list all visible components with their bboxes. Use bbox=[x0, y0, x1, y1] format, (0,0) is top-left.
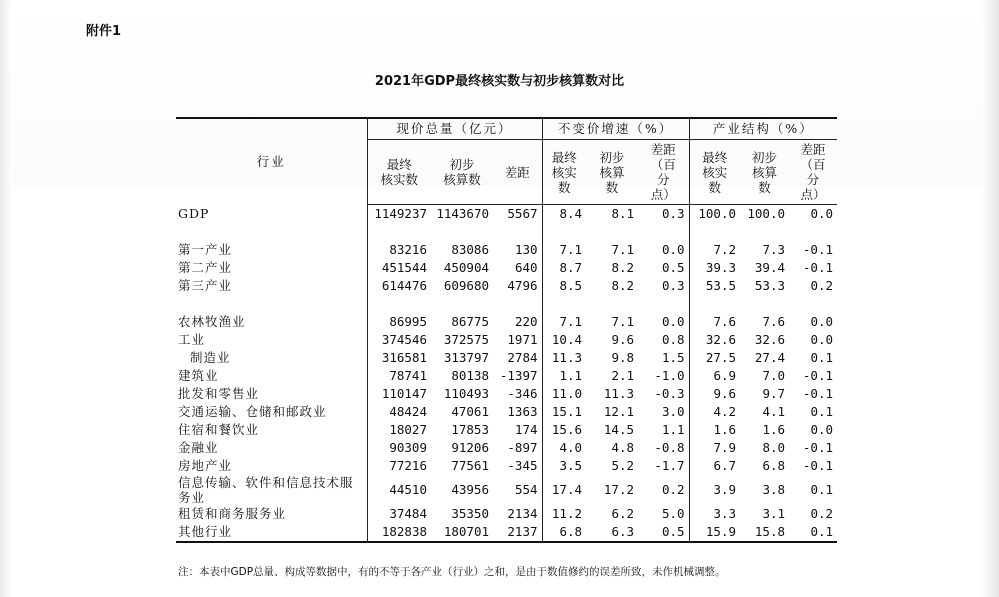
table-cell: 1971 bbox=[507, 332, 538, 347]
table-cell: 53.5 bbox=[689, 277, 740, 295]
table-cell: -1397 bbox=[499, 368, 538, 383]
subheader-cell: 初步 核算 数 bbox=[586, 140, 638, 205]
table-cell: 27.4 bbox=[754, 350, 786, 365]
table-row bbox=[176, 349, 837, 367]
table-cell: 110493 bbox=[443, 386, 489, 401]
row-label: 金融业 bbox=[178, 440, 219, 455]
table-cell: -0.3 bbox=[654, 386, 685, 401]
attachment-label: 附件1 bbox=[86, 24, 122, 39]
table-cell: 91206 bbox=[451, 440, 489, 455]
table-cell: 7.0 bbox=[762, 368, 786, 383]
table-row bbox=[176, 367, 837, 385]
row-label: 房地产业 bbox=[178, 458, 233, 473]
table-cell: -0.1 bbox=[802, 386, 834, 401]
table-cell: 100.0 bbox=[689, 205, 740, 224]
table-cell: 0.0 bbox=[810, 314, 834, 329]
table-cell: -1.0 bbox=[654, 368, 685, 383]
table-cell: 316581 bbox=[367, 349, 431, 367]
table-cell: 6.8 bbox=[542, 523, 586, 542]
table-row bbox=[176, 313, 837, 331]
table-cell: 220 bbox=[514, 314, 538, 329]
table-cell: 11.3 bbox=[603, 386, 635, 401]
table-cell: 17.4 bbox=[542, 475, 586, 505]
table-cell: 0.5 bbox=[638, 523, 689, 542]
table-cell: -897 bbox=[507, 440, 538, 455]
spacer-row bbox=[176, 223, 837, 241]
table-cell: 8.2 bbox=[611, 260, 635, 275]
table-cell: 1363 bbox=[507, 404, 538, 419]
row-label: 制造业 bbox=[190, 350, 231, 365]
table-cell: 4796 bbox=[507, 278, 538, 293]
table-cell: 27.5 bbox=[689, 349, 740, 367]
table-cell: 0.1 bbox=[810, 350, 834, 365]
table-row bbox=[176, 205, 837, 224]
table-cell: -1.7 bbox=[654, 458, 685, 473]
table-cell: 0.0 bbox=[810, 206, 834, 221]
table-cell: 4.8 bbox=[611, 440, 635, 455]
table-cell: 5.0 bbox=[661, 506, 685, 521]
table-cell: 3.9 bbox=[689, 475, 740, 505]
table-cell: 8.7 bbox=[542, 259, 586, 277]
table-cell: 48424 bbox=[367, 403, 431, 421]
table-cell: 0.0 bbox=[810, 332, 834, 347]
table-cell: 0.2 bbox=[810, 278, 834, 293]
page-left-shadow bbox=[0, 0, 12, 597]
table-cell: 2134 bbox=[507, 506, 538, 521]
subheader-cell: 差距 bbox=[493, 140, 542, 205]
table-cell: 609680 bbox=[443, 278, 489, 293]
table-cell: 39.3 bbox=[689, 259, 740, 277]
page-right-shadow bbox=[981, 0, 999, 597]
table-row bbox=[176, 403, 837, 421]
table-cell: 0.0 bbox=[810, 422, 834, 437]
table-cell: 17853 bbox=[451, 422, 489, 437]
table-row bbox=[176, 241, 837, 259]
table-row bbox=[176, 505, 837, 523]
table-cell: -0.1 bbox=[802, 458, 834, 473]
table-cell: 100.0 bbox=[747, 206, 786, 221]
table-cell: 32.6 bbox=[754, 332, 786, 347]
table-cell: 9.6 bbox=[611, 332, 635, 347]
table-cell: 6.3 bbox=[586, 523, 638, 542]
table-cell: 4.0 bbox=[542, 439, 586, 457]
table-row bbox=[176, 421, 837, 439]
table-cell: 12.1 bbox=[603, 404, 635, 419]
table-cell: 1.6 bbox=[762, 422, 786, 437]
table-cell: 83086 bbox=[451, 242, 489, 257]
table-cell: 7.2 bbox=[689, 241, 740, 259]
table-row bbox=[176, 259, 837, 277]
table-cell: 15.9 bbox=[689, 523, 740, 542]
table-cell: 7.1 bbox=[542, 313, 586, 331]
header-group-structure: 产业结构（%） bbox=[689, 118, 837, 140]
table-cell: 43956 bbox=[451, 482, 489, 497]
table-cell: 83216 bbox=[367, 241, 431, 259]
subheader-cell: 差距 （百 分 点） bbox=[789, 140, 837, 205]
table-cell: -0.1 bbox=[802, 260, 834, 275]
table-cell: 640 bbox=[514, 260, 538, 275]
table-cell: 7.1 bbox=[611, 242, 635, 257]
row-label: 第三产业 bbox=[178, 278, 233, 293]
table-cell: 0.0 bbox=[661, 314, 685, 329]
table-cell: 53.3 bbox=[754, 278, 786, 293]
table-row bbox=[176, 385, 837, 403]
footnote: 注：本表中GDP总量、构成等数据中，有的不等于各产业（行业）之和，是由于数值修约的误差所致，未作机械调整。 bbox=[178, 566, 726, 578]
table-cell: 1.6 bbox=[689, 421, 740, 439]
table-row bbox=[176, 331, 837, 349]
table-cell: 37484 bbox=[367, 505, 431, 523]
gdp-comparison-table bbox=[176, 117, 837, 543]
table-cell: -345 bbox=[507, 458, 538, 473]
table-cell: 7.1 bbox=[611, 314, 635, 329]
subheader-cell: 最终 核实 数 bbox=[689, 140, 740, 205]
table-cell: 9.6 bbox=[689, 385, 740, 403]
table-cell: 3.3 bbox=[689, 505, 740, 523]
table-cell: 1.1 bbox=[542, 367, 586, 385]
row-label: 建筑业 bbox=[178, 368, 219, 383]
row-label: 工业 bbox=[178, 332, 206, 347]
table-cell: 1.1 bbox=[661, 422, 685, 437]
table-row bbox=[176, 457, 837, 475]
subheader-cell: 初步 核算数 bbox=[431, 140, 493, 205]
table-cell: 11.0 bbox=[542, 385, 586, 403]
table-cell: 7.9 bbox=[689, 439, 740, 457]
table-cell: 174 bbox=[514, 422, 538, 437]
table-cell: 78741 bbox=[367, 367, 431, 385]
table-cell: 90309 bbox=[367, 439, 431, 457]
subheader-cell: 初步 核算 数 bbox=[740, 140, 789, 205]
table-cell: 3.1 bbox=[762, 506, 786, 521]
table-cell: 8.1 bbox=[611, 206, 635, 221]
row-label: 租赁和商务服务业 bbox=[178, 506, 287, 521]
table-cell: -0.1 bbox=[802, 440, 834, 455]
table-cell: 7.6 bbox=[762, 314, 786, 329]
table-cell: 7.3 bbox=[762, 242, 786, 257]
table-cell: 6.7 bbox=[689, 457, 740, 475]
table-cell: 2137 bbox=[493, 523, 542, 542]
table-cell: 0.0 bbox=[661, 242, 685, 257]
table-cell: 8.0 bbox=[762, 440, 786, 455]
table-cell: 6.2 bbox=[611, 506, 635, 521]
table-cell: 6.9 bbox=[689, 367, 740, 385]
table-cell: 182838 bbox=[367, 523, 431, 542]
header-group-growth: 不变价增速（%） bbox=[542, 118, 689, 140]
header-industry: 行业 bbox=[176, 118, 367, 205]
table-cell: 8.5 bbox=[542, 277, 586, 295]
table-cell: 9.7 bbox=[762, 386, 786, 401]
table-cell: 5567 bbox=[507, 206, 538, 221]
table-cell: 8.2 bbox=[611, 278, 635, 293]
spacer-row bbox=[176, 295, 837, 313]
table-cell: 0.2 bbox=[661, 482, 685, 497]
row-label: 住宿和餐饮业 bbox=[178, 422, 260, 437]
table-cell: 3.8 bbox=[762, 482, 786, 497]
table-cell: 80138 bbox=[451, 368, 489, 383]
table-cell: 372575 bbox=[443, 332, 489, 347]
table-cell: 3.5 bbox=[542, 457, 586, 475]
row-label: 交通运输、仓储和邮政业 bbox=[178, 404, 327, 419]
table-cell: 0.8 bbox=[661, 332, 685, 347]
table-cell: 0.1 bbox=[810, 482, 834, 497]
table-cell: -0.8 bbox=[654, 440, 685, 455]
table-cell: -0.1 bbox=[802, 368, 834, 383]
table-cell: 86995 bbox=[367, 313, 431, 331]
table-cell: 39.4 bbox=[754, 260, 786, 275]
table-cell: 554 bbox=[514, 482, 538, 497]
table-cell: 7.1 bbox=[542, 241, 586, 259]
table-cell: 14.5 bbox=[603, 422, 635, 437]
table-cell: 10.4 bbox=[542, 331, 586, 349]
table-cell: 2784 bbox=[507, 350, 538, 365]
table-cell: 17.2 bbox=[603, 482, 635, 497]
table-cell: 614476 bbox=[367, 277, 431, 295]
table-cell: 451544 bbox=[367, 259, 431, 277]
table-row bbox=[176, 475, 837, 505]
subheader-cell: 差距 （百 分 点） bbox=[638, 140, 689, 205]
row-label: 其他行业 bbox=[176, 523, 367, 542]
table-cell: 4.2 bbox=[689, 403, 740, 421]
table-cell: 5.2 bbox=[611, 458, 635, 473]
table-title: 2021年GDP最终核实数与初步核算数对比 bbox=[374, 74, 625, 89]
table-cell: 2.1 bbox=[611, 368, 635, 383]
table-cell: 11.3 bbox=[542, 349, 586, 367]
table-cell: 44510 bbox=[367, 475, 431, 505]
subheader-cell: 最终 核实 数 bbox=[542, 140, 586, 205]
table-cell: 313797 bbox=[443, 350, 489, 365]
row-label: 信息传输、软件和信息技术服务业 bbox=[178, 475, 354, 505]
table-cell: 8.4 bbox=[542, 205, 586, 224]
table-cell: 450904 bbox=[443, 260, 489, 275]
table-cell: 47061 bbox=[451, 404, 489, 419]
table-cell: 6.8 bbox=[762, 458, 786, 473]
table-cell: -346 bbox=[507, 386, 538, 401]
table-row bbox=[176, 523, 837, 542]
table-cell: 130 bbox=[514, 242, 538, 257]
row-label: 农林牧渔业 bbox=[178, 314, 246, 329]
table-cell: 0.5 bbox=[661, 260, 685, 275]
table-row bbox=[176, 277, 837, 295]
table-cell: 0.3 bbox=[661, 278, 685, 293]
subheader-cell: 最终 核实数 bbox=[367, 140, 431, 205]
table-cell: 15.6 bbox=[542, 421, 586, 439]
header-group-total: 现价总量（亿元） bbox=[367, 118, 542, 140]
table-cell: 15.8 bbox=[740, 523, 789, 542]
table-cell: 3.0 bbox=[661, 404, 685, 419]
table-cell: 86775 bbox=[451, 314, 489, 329]
table-cell: 32.6 bbox=[689, 331, 740, 349]
table-cell: -0.1 bbox=[802, 242, 834, 257]
table-cell: 11.2 bbox=[542, 505, 586, 523]
table-cell: 1143670 bbox=[436, 206, 489, 221]
table-cell: 0.1 bbox=[789, 523, 837, 542]
row-label: 批发和零售业 bbox=[178, 386, 260, 401]
table-cell: 0.1 bbox=[810, 404, 834, 419]
table-cell: 77561 bbox=[451, 458, 489, 473]
row-label: 第二产业 bbox=[178, 260, 233, 275]
table-cell: 1.5 bbox=[661, 350, 685, 365]
table-cell: 374546 bbox=[367, 331, 431, 349]
table-cell: 35350 bbox=[451, 506, 489, 521]
table-row bbox=[176, 439, 837, 457]
table-cell: 9.8 bbox=[611, 350, 635, 365]
table-cell: 0.3 bbox=[661, 206, 685, 221]
row-label: GDP bbox=[178, 205, 210, 221]
table-cell: 4.1 bbox=[762, 404, 786, 419]
table-cell: 110147 bbox=[367, 385, 431, 403]
table-cell: 15.1 bbox=[542, 403, 586, 421]
table-cell: 0.2 bbox=[810, 506, 834, 521]
table-cell: 7.6 bbox=[689, 313, 740, 331]
table-cell: 18027 bbox=[367, 421, 431, 439]
table-cell: 180701 bbox=[431, 523, 493, 542]
table-cell: 1149237 bbox=[367, 205, 431, 224]
row-label: 第一产业 bbox=[178, 242, 233, 257]
table-cell: 77216 bbox=[367, 457, 431, 475]
